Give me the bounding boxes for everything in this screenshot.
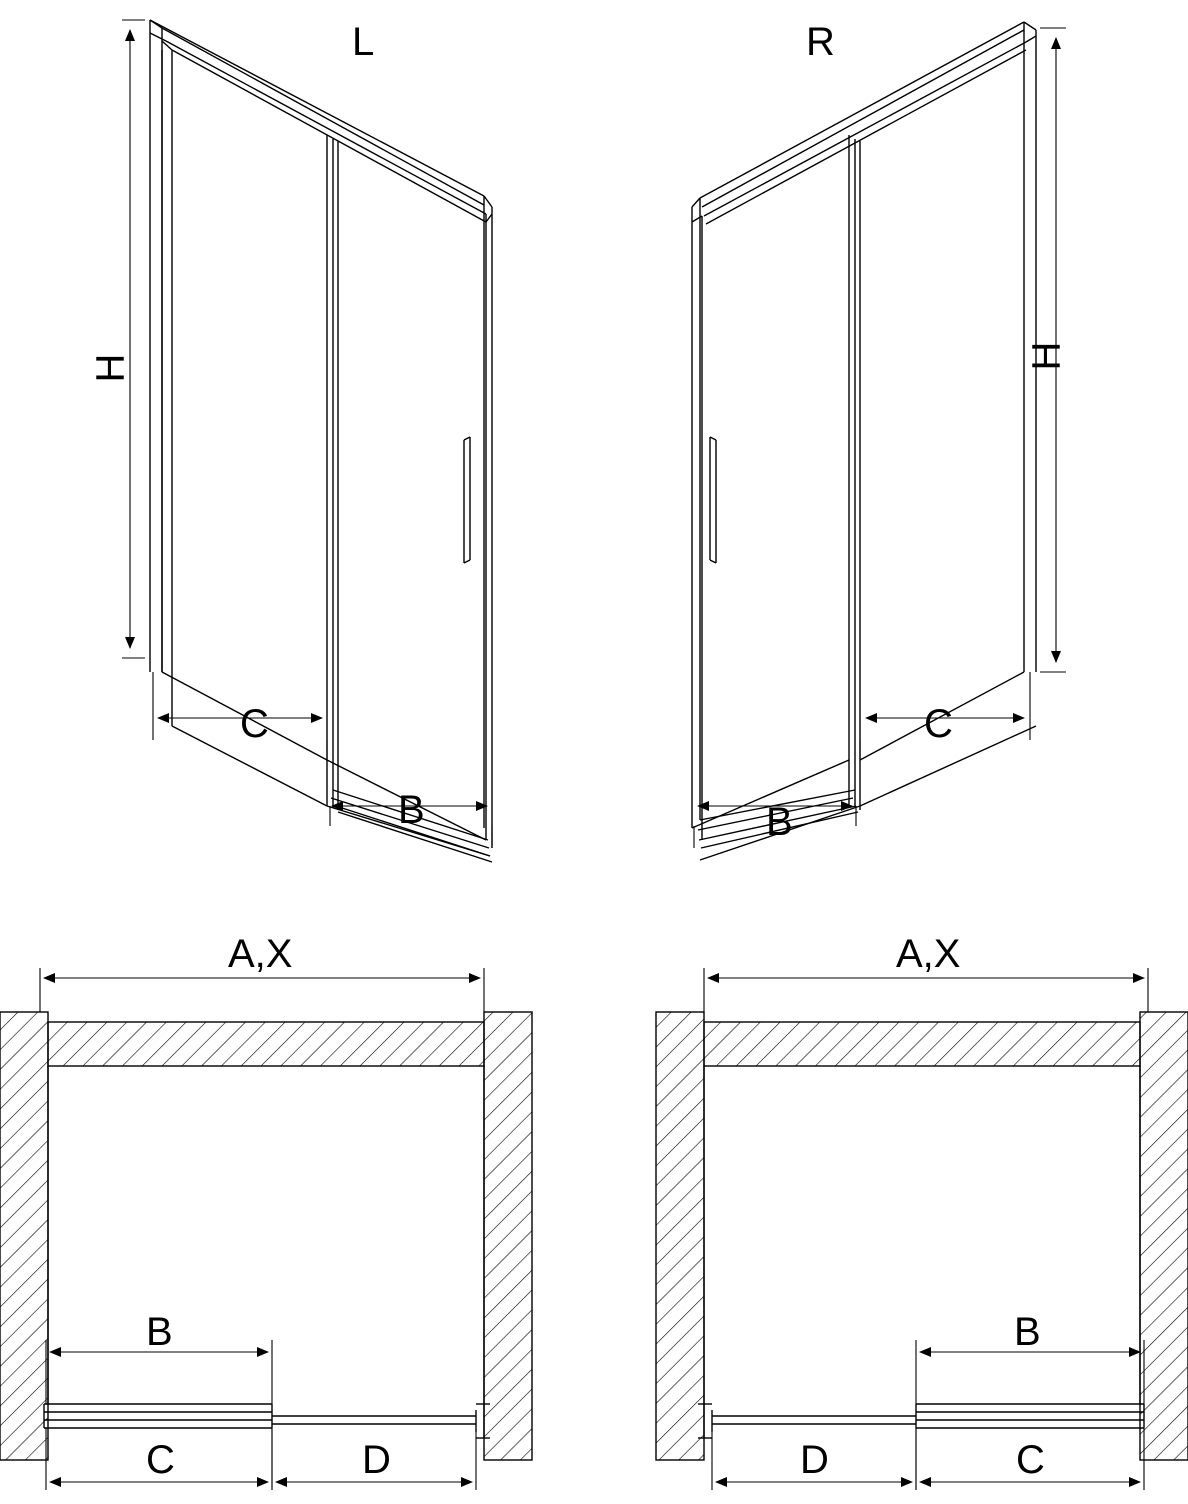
dim-label-c-iso-left: C: [240, 702, 269, 746]
plan-left-geometry: [0, 1012, 532, 1460]
iso-left-geometry: [150, 20, 492, 862]
dim-label-ax-left: A,X: [228, 932, 293, 976]
dim-label-d-plan-left: D: [362, 1438, 391, 1482]
dim-label-c-iso-right: C: [924, 702, 953, 746]
dim-h-left: [122, 20, 145, 658]
dim-label-h-right: H: [1024, 341, 1069, 371]
dim-label-b-plan-left: B: [146, 1310, 173, 1354]
iso-right-geometry: [692, 22, 1036, 860]
variant-label-left: L: [352, 20, 375, 64]
dim-label-b-iso-left: B: [398, 788, 425, 832]
plan-right-geometry: [656, 1012, 1188, 1460]
dim-label-b-plan-right: B: [1014, 1310, 1041, 1354]
dim-label-b-iso-right: B: [766, 800, 793, 844]
dim-label-d-plan-right: D: [800, 1438, 829, 1482]
variant-label-right: R: [806, 20, 835, 64]
dim-label-h-left: H: [88, 353, 133, 383]
dim-label-c-plan-left: C: [146, 1438, 175, 1482]
dim-label-c-plan-right: C: [1016, 1438, 1045, 1482]
dim-label-ax-right: A,X: [896, 932, 961, 976]
